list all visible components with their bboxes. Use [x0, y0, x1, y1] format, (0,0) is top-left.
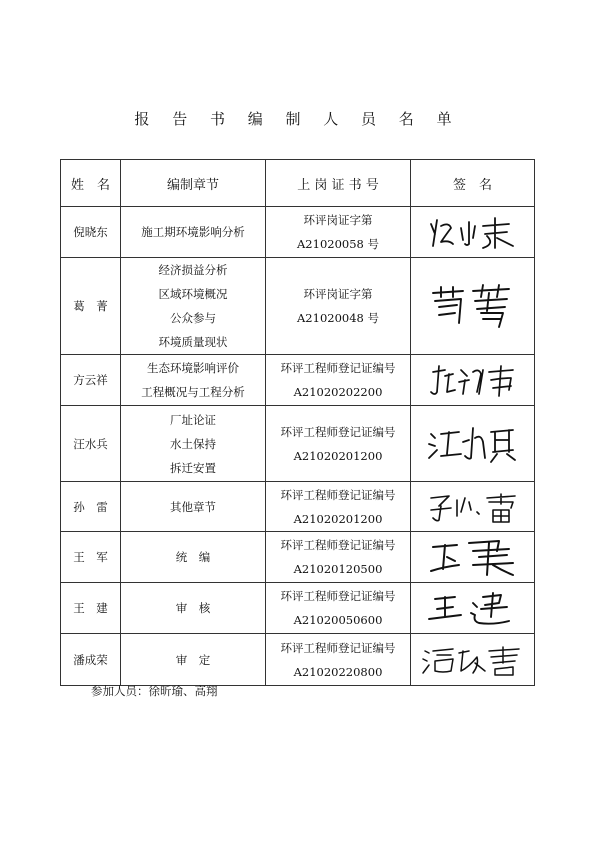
table-row [61, 406, 535, 482]
signature-image [423, 283, 523, 329]
cert-cell [266, 482, 411, 532]
chapter-line: 施工期环境影响分析 [141, 225, 245, 239]
cert-number: A21020201200 [293, 511, 383, 526]
cert-number: A21020058 号 [297, 237, 379, 251]
cert-number: A21020202200 [293, 385, 383, 399]
chapter-line: 经济损益分析 [158, 263, 228, 277]
person-name: 潘成荣 [61, 634, 121, 686]
cert-cell [266, 634, 411, 686]
cert-number: A21020201200 [293, 448, 383, 463]
signature-cell [411, 532, 535, 583]
signature-image [423, 589, 523, 627]
chapters-cell [121, 583, 266, 634]
person-name: 葛 菁 [61, 258, 121, 355]
chapters-cell [121, 634, 266, 686]
cert-number: A21020050600 [293, 613, 383, 627]
cert-label: 环评工程师登记证编号 [280, 424, 396, 439]
cert-label: 环评岗证字第 [303, 287, 373, 301]
cert-label: 环评岗证字第 [303, 213, 373, 227]
cert-number: A21020220800 [293, 664, 383, 679]
signature-cell [411, 482, 535, 532]
staff-table [60, 159, 535, 686]
cert-label: 环评工程师登记证编号 [280, 361, 396, 375]
header-certificate: 上 岗 证 书 号 [266, 160, 411, 207]
chapter-line: 统 编 [175, 550, 211, 564]
cert-label: 环评工程师登记证编号 [280, 589, 396, 603]
person-name: 倪晓东 [61, 207, 121, 258]
chapters-cell [121, 406, 266, 482]
table-row [61, 583, 535, 634]
cert-label: 环评工程师登记证编号 [280, 538, 396, 552]
signature-image [423, 362, 523, 398]
header-chapters: 编制章节 [121, 160, 266, 207]
person-name: 王 建 [61, 583, 121, 634]
cert-cell [266, 583, 411, 634]
signature-cell [411, 258, 535, 355]
cert-cell [266, 258, 411, 355]
chapter-line: 公众参与 [170, 311, 216, 325]
signature-cell [411, 634, 535, 686]
chapters-cell [121, 532, 266, 583]
chapter-line: 拆迁安置 [170, 460, 216, 475]
header-name: 姓 名 [61, 160, 121, 207]
chapter-line: 其他章节 [170, 499, 216, 514]
cert-number: A21020048 号 [297, 311, 379, 325]
header-row [61, 160, 535, 207]
cert-label: 环评工程师登记证编号 [280, 640, 396, 655]
header-signature: 签 名 [411, 160, 535, 207]
chapter-line: 水土保持 [170, 436, 216, 451]
person-name: 孙 雷 [61, 482, 121, 532]
chapter-line: 审 定 [175, 652, 211, 667]
signature-image [423, 537, 523, 577]
signature-image [423, 490, 523, 524]
table-row [61, 532, 535, 583]
cert-label: 环评工程师登记证编号 [280, 487, 396, 502]
cert-cell [266, 532, 411, 583]
chapter-line: 区域环境概况 [158, 287, 228, 301]
participants-note: 参加人员：徐昕瑜、高翔 [91, 684, 218, 698]
chapter-line: 生态环境影响评价 [147, 361, 239, 375]
signature-cell [411, 583, 535, 634]
cert-cell [266, 207, 411, 258]
chapter-line: 审 核 [175, 601, 211, 615]
person-name: 汪水兵 [61, 406, 121, 482]
chapter-line: 厂址论证 [170, 412, 216, 427]
table-row [61, 355, 535, 406]
person-name: 方云祥 [61, 355, 121, 406]
table-row [61, 207, 535, 258]
signature-image [423, 212, 523, 252]
cert-cell [266, 406, 411, 482]
cert-cell [266, 355, 411, 406]
table-row [61, 258, 535, 355]
chapters-cell [121, 482, 266, 532]
person-name: 王 军 [61, 532, 121, 583]
chapter-line: 环境质量现状 [158, 335, 228, 349]
chapters-cell [121, 207, 266, 258]
chapters-cell [121, 355, 266, 406]
signature-cell [411, 207, 535, 258]
signature-cell [411, 406, 535, 482]
chapter-line: 工程概况与工程分析 [141, 385, 245, 399]
table-row [61, 634, 535, 686]
table-row [61, 482, 535, 532]
signature-image [419, 643, 527, 677]
chapters-cell [121, 258, 266, 355]
signature-image [423, 424, 523, 464]
cert-number: A21020120500 [293, 562, 383, 576]
signature-cell [411, 355, 535, 406]
page-title: 报 告 书 编 制 人 员 名 单 [134, 110, 461, 128]
